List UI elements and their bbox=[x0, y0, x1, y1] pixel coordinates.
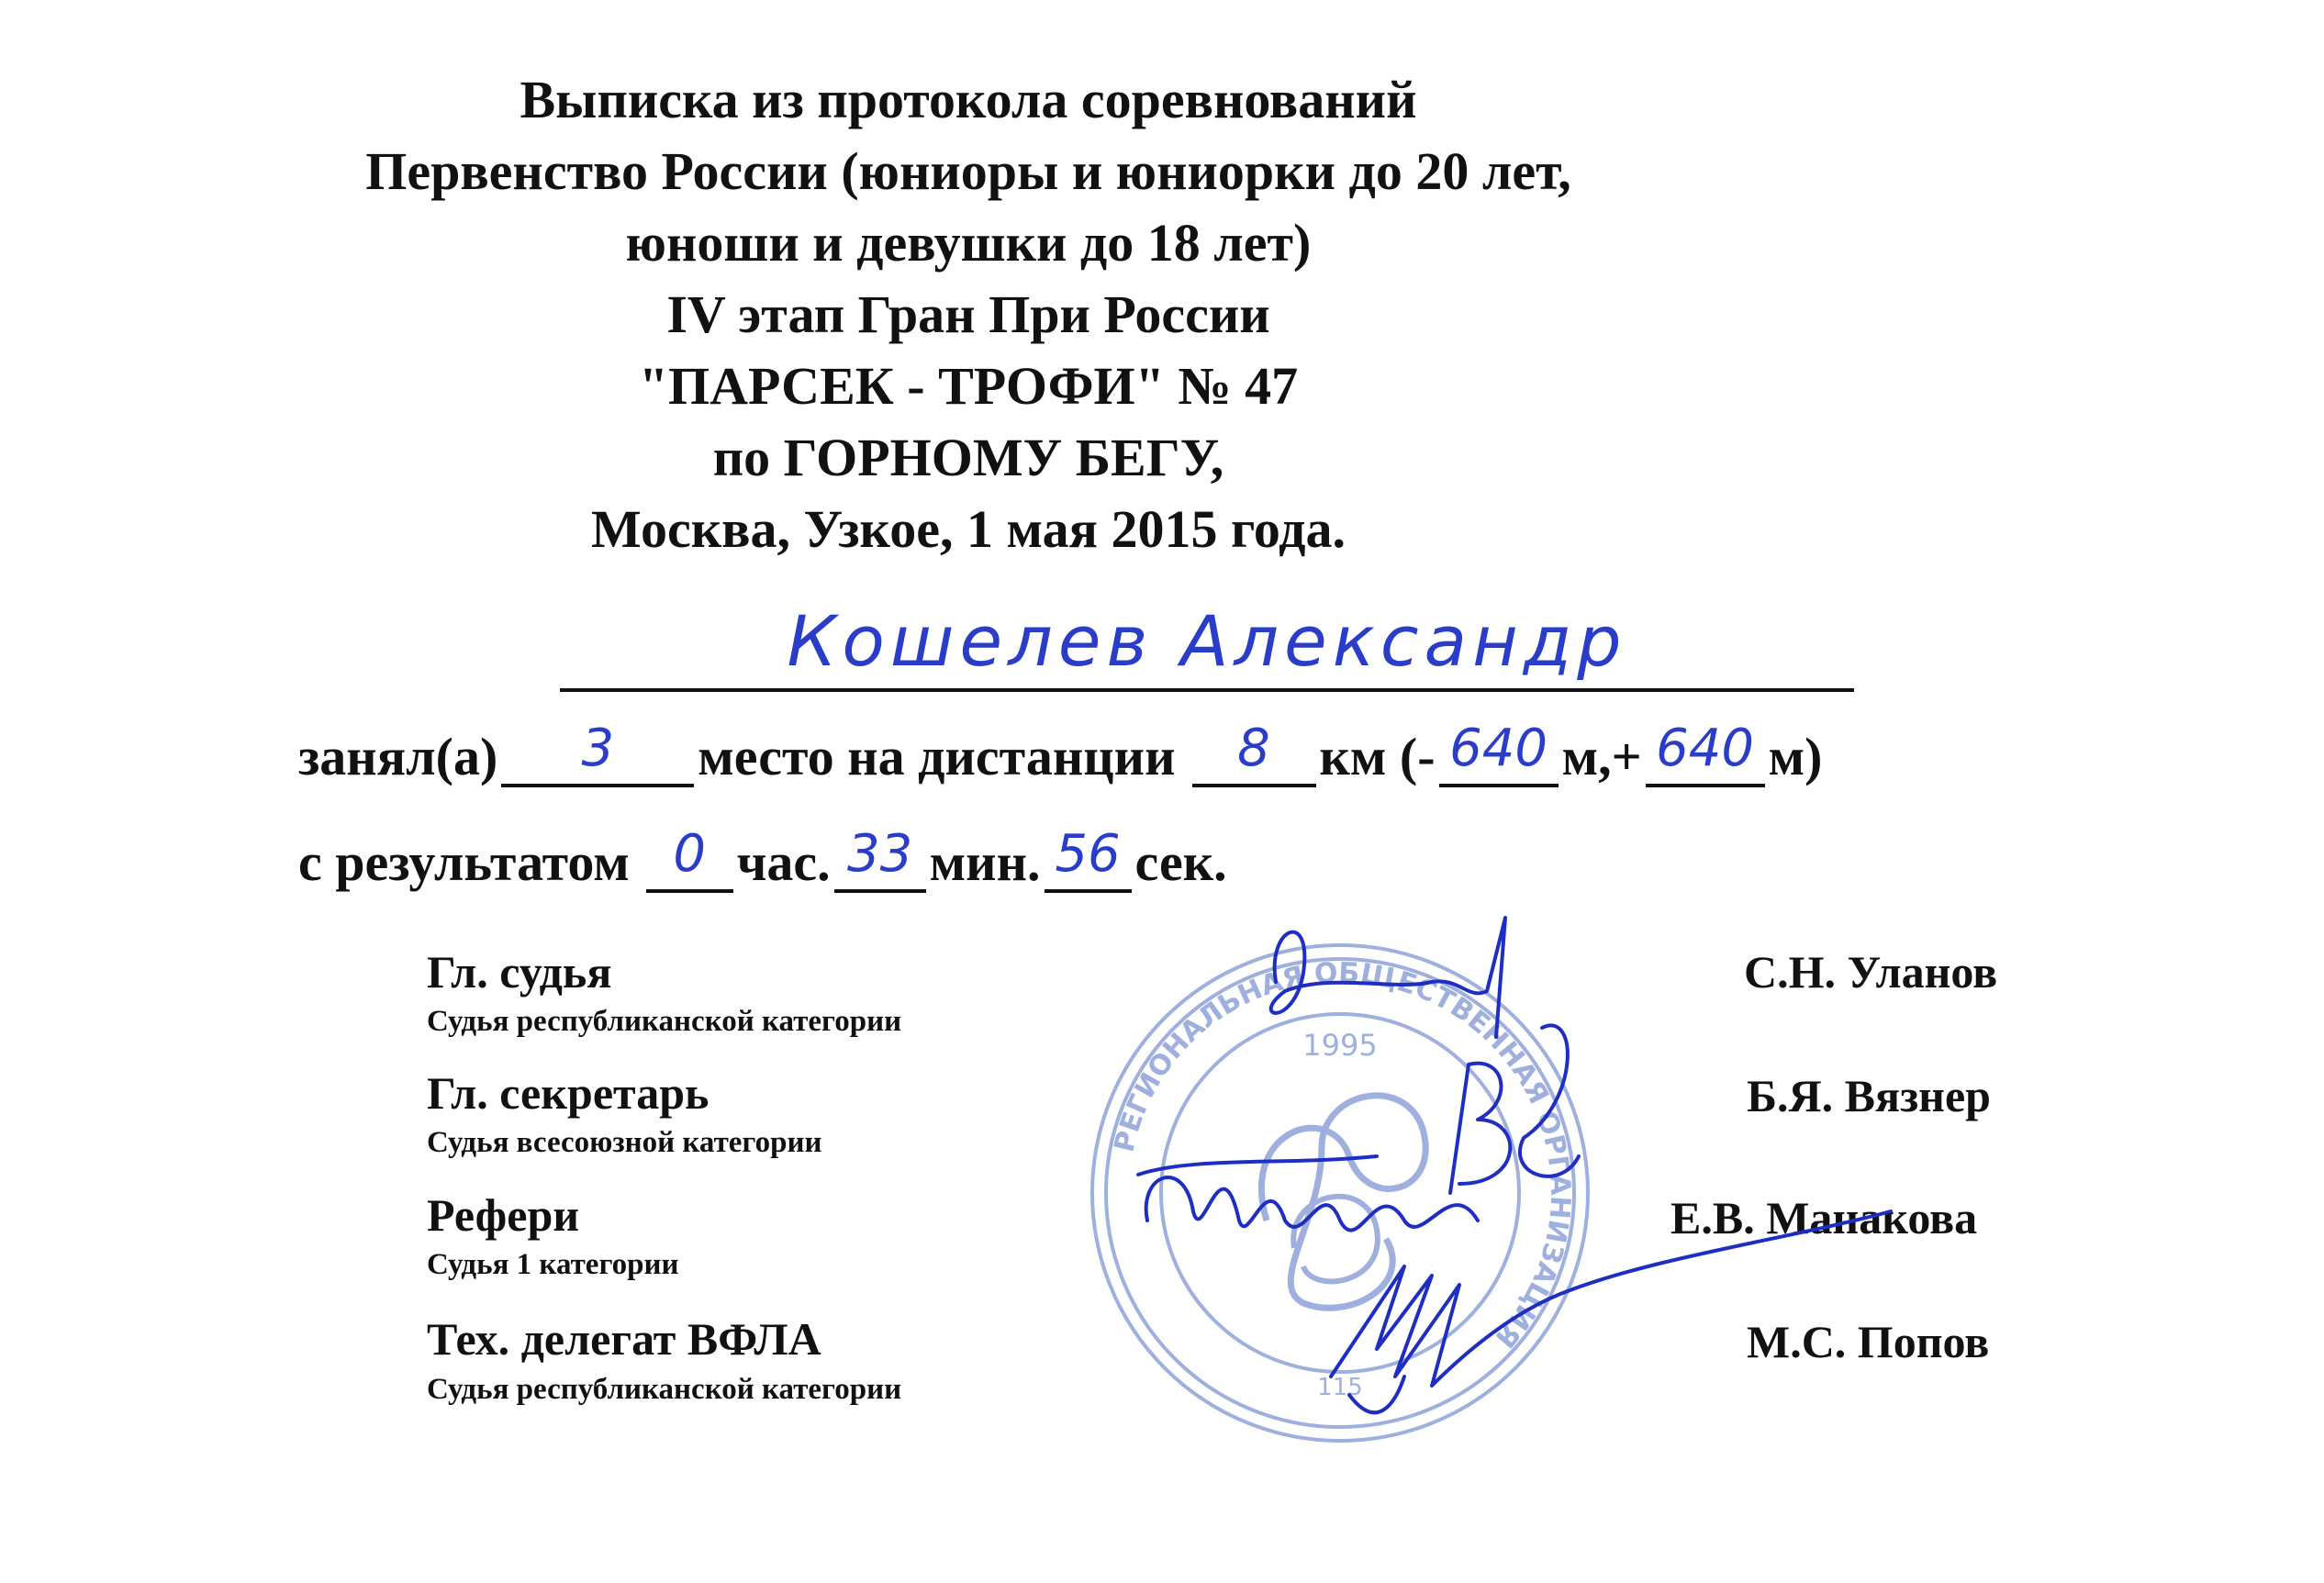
placement-line bbox=[298, 719, 1823, 787]
km-open-label: км (- bbox=[1319, 727, 1436, 786]
header-line-5: "ПАРСЕК - ТРОФИ" № 47 bbox=[638, 356, 1299, 416]
seal-center-text: 1995 bbox=[1302, 1028, 1378, 1063]
descent-blank bbox=[1439, 719, 1559, 787]
hours-value: 0 bbox=[673, 824, 707, 884]
seal-emblem bbox=[1261, 1096, 1425, 1308]
place-blank bbox=[501, 719, 694, 787]
official-name: Е.В. Манакова bbox=[1670, 1192, 1978, 1243]
seconds-unit: сек. bbox=[1134, 832, 1227, 892]
m-plus-label: м,+ bbox=[1561, 727, 1642, 786]
official-category: Судья республиканской категории bbox=[427, 1005, 902, 1038]
document-header bbox=[0, 64, 1937, 565]
hours-unit: час. bbox=[736, 832, 831, 892]
seal-ring-text: РЕГИОНАЛЬНАЯ ОБЩЕСТВЕННАЯ ОРГАНИЗАЦИЯ bbox=[1108, 956, 1577, 1354]
header-line-3: юноши и девушки до 18 лет) bbox=[625, 213, 1312, 273]
minutes-blank bbox=[834, 824, 926, 893]
official-role: Гл. судья bbox=[427, 946, 612, 998]
seal-bottom-text: 115 bbox=[1317, 1374, 1363, 1401]
official-category: Судья республиканской категории bbox=[427, 1373, 902, 1406]
place-value: 3 bbox=[581, 719, 615, 778]
organization-seal bbox=[1056, 918, 1625, 1450]
athlete-name-handwritten: Кошелев Александр bbox=[787, 600, 1627, 682]
official-name: Б.Я. Вязнер bbox=[1747, 1070, 1991, 1121]
official-role: Тех. делегат ВФЛА bbox=[427, 1313, 821, 1365]
distance-value: 8 bbox=[1237, 719, 1270, 778]
official-name: С.Н. Уланов bbox=[1744, 946, 1998, 998]
minutes-value: 33 bbox=[847, 824, 913, 884]
placement-prefix: занял(а) bbox=[298, 727, 498, 786]
result-line bbox=[298, 824, 1227, 893]
athlete-name-field bbox=[560, 596, 1854, 692]
header-line-7: Москва, Узкое, 1 мая 2015 года. bbox=[590, 499, 1346, 559]
seconds-blank bbox=[1045, 824, 1132, 893]
ascent-value: 640 bbox=[1656, 719, 1755, 778]
placement-mid: место на дистанции bbox=[698, 727, 1176, 786]
seal-outer-ring bbox=[1092, 945, 1588, 1441]
ascent-blank bbox=[1646, 719, 1765, 787]
header-line-2: Первенство России (юниоры и юниорки до 20 лет, bbox=[365, 141, 1571, 201]
minutes-unit: мин. bbox=[929, 832, 1041, 892]
seconds-value: 56 bbox=[1055, 824, 1121, 884]
result-prefix: с результатом bbox=[298, 832, 630, 892]
header-line-1: Выписка из протокола соревнований bbox=[520, 70, 1417, 129]
official-category: Судья всесоюзной категории bbox=[427, 1126, 822, 1159]
distance-blank bbox=[1192, 719, 1316, 787]
hours-blank bbox=[646, 824, 733, 893]
official-name: М.С. Попов bbox=[1747, 1316, 1990, 1367]
seal-inner-ring bbox=[1161, 1014, 1519, 1372]
m-close-label: м) bbox=[1768, 727, 1823, 786]
official-role: Рефери bbox=[427, 1189, 580, 1241]
official-role: Гл. секретарь bbox=[427, 1067, 709, 1119]
descent-value: 640 bbox=[1449, 719, 1547, 778]
header-line-4: IV этап Гран При России bbox=[666, 284, 1270, 344]
official-category: Судья 1 категории bbox=[427, 1248, 679, 1281]
header-line-6: по ГОРНОМУ БЕГУ, bbox=[712, 428, 1224, 487]
